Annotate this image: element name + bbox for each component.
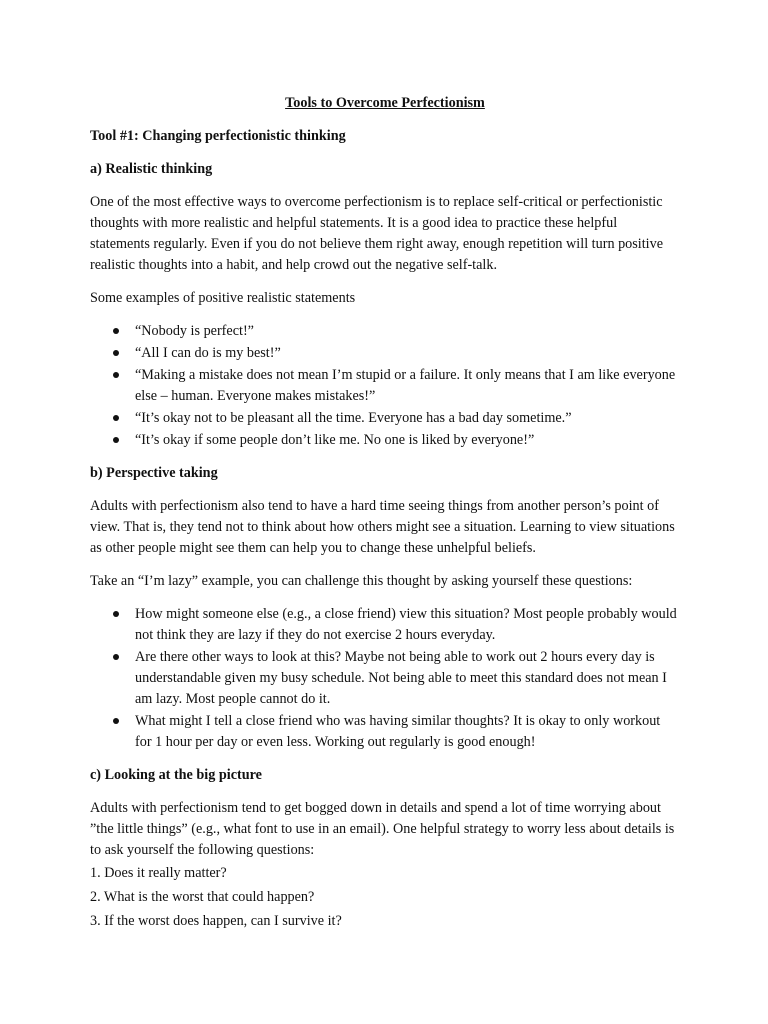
list-item: “It’s okay if some people don’t like me. No one is liked by everyone!”: [90, 430, 680, 451]
document-title: Tools to Overcome Perfectionism: [285, 95, 485, 111]
numbered-question: 1. Does it really matter?: [90, 865, 227, 881]
list-item: How might someone else (e.g., a close friend) view this situation? Most people probably would not think they are lazy if they do not exercise 2 hours everyday.: [90, 604, 680, 646]
list-item: Are there other ways to look at this? Maybe not being able to work out 2 hours every day is understandable given my busy schedule. Not being able to meet this standard does not mean I am lazy. Most people cannot do it.: [90, 647, 680, 710]
section-b-heading: b) Perspective taking: [90, 465, 218, 481]
list-item: “All I can do is my best!”: [90, 343, 680, 364]
section-c-heading: c) Looking at the big picture: [90, 767, 262, 783]
realistic-statements-list: [90, 321, 680, 451]
numbered-question: 3. If the worst does happen, can I survive it?: [90, 913, 342, 929]
section-b-paragraph: Adults with perfectionism also tend to have a hard time seeing things from another person’s point of view. That is, they tend not to think about how others might see a situation. Learning to view situations as other people might see them can help you to change these unhelpful beliefs.: [90, 498, 675, 556]
section-b-intro: Take an “I’m lazy” example, you can challenge this thought by asking yourself these questions:: [90, 573, 633, 589]
examples-intro: Some examples of positive realistic statements: [90, 290, 356, 306]
tool-heading: Tool #1: Changing perfectionistic thinking: [90, 128, 346, 144]
list-item: “It’s okay not to be pleasant all the time. Everyone has a bad day sometime.”: [90, 408, 680, 429]
list-item: “Nobody is perfect!”: [90, 321, 680, 342]
perspective-questions-list: [90, 604, 680, 753]
list-item: What might I tell a close friend who was having similar thoughts? It is okay to only workout for 1 hour per day or even less. Working out regularly is good enough!: [90, 711, 680, 753]
section-a-heading: a) Realistic thinking: [90, 161, 213, 177]
section-a-paragraph: One of the most effective ways to overcome perfectionism is to replace self-critical or perfectionistic thoughts with more realistic and helpful statements. It is a good idea to practice these helpful statements regularly. Even if you do not believe them right away, enough repetition will turn positive realistic thoughts into a habit, and help crowd out the negative self-talk.: [90, 194, 664, 273]
section-c-paragraph: Adults with perfectionism tend to get bogged down in details and spend a lot of time worrying about ”the little things” (e.g., what font to use in an email). One helpful strategy to worry less about details is to ask yourself the following questions:: [90, 800, 675, 858]
list-item: “Making a mistake does not mean I’m stupid or a failure. It only means that I am like everyone else – human. Everyone makes mistakes!”: [90, 365, 680, 407]
numbered-question: 2. What is the worst that could happen?: [90, 889, 315, 905]
